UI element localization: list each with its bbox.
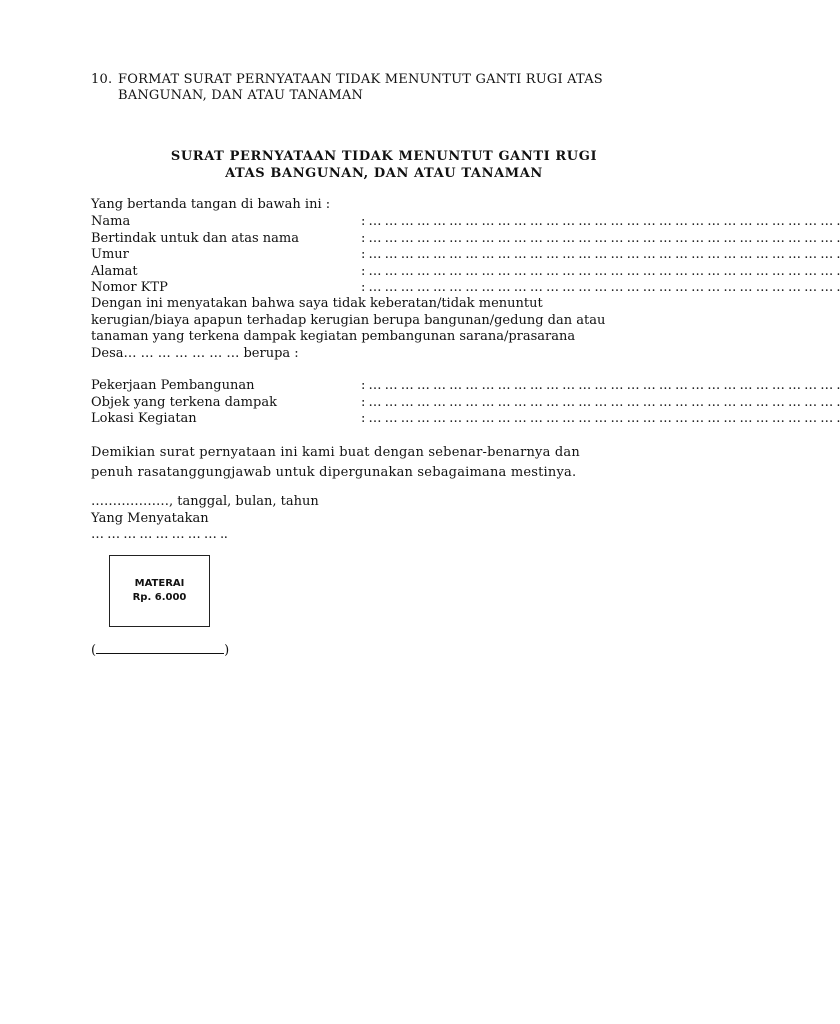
field-blank: : … … … … … … … … … … … … … … … … … … … … … … … … … … … … … . [361,263,840,279]
field-blank: : … … … … … … … … … … … … … … … … … … … … … … … … … … … … … . [361,280,840,295]
signer-label: Yang Menyatakan [91,511,209,526]
materai-stamp-box [109,555,210,627]
document-title-line-1: SURAT PERNYATAAN TIDAK MENUNTUT GANTI RUGI [170,149,598,164]
field-label: Nama [91,214,131,229]
field-blank: : … … … … … … … … … … … … … … … … … … … … … … … … … … … … … . [361,411,840,426]
field-blank: : … … … … … … … … … … … … … … … … … … … … … … … … … … … … … . [361,230,840,246]
signer-dots: … … … … … … … … .. [91,527,228,542]
field-row-nama [91,214,840,231]
statement-line: Dengan ini menyatakan bahwa saya tidak keberatan/tidak menuntut [91,296,543,311]
statement-line: tanaman yang terkena dampak kegiatan pembangunan sarana/prasarana [91,329,576,344]
section-heading-line-1: FORMAT SURAT PERNYATAAN TIDAK MENUNTUT GANTI RUGI ATAS [118,72,603,87]
field-blank: : … … … … … … … … … … … … … … … … … … … … … … … … … … … … … . [361,378,840,393]
stamp-title: MATERAI [134,578,185,589]
document-title-line-2: ATAS BANGUNAN, DAN ATAU TANAMAN [225,166,543,181]
field-row-nomor-ktp [91,280,840,297]
field-label: Objek yang terkena dampak [91,394,277,410]
field-label: Pekerjaan Pembangunan [91,378,255,393]
field-row-alamat [91,263,840,281]
field-label: Bertindak untuk dan atas nama [91,230,299,246]
field-row-lokasi [91,411,840,428]
closing-line: Demikian surat pernyataan ini kami buat dengan sebenar-benarnya dan [91,445,580,460]
signature-line [91,641,229,659]
field-label: Umur [91,247,129,262]
signature-open-paren: ( [91,643,97,658]
statement-line: kerugian/biaya apapun terhadap kerugian berupa bangunan/gedung dan atau [91,312,606,328]
section-heading-line-2: BANGUNAN, DAN ATAU TANAMAN [118,88,364,103]
stamp-value: Rp. 6.000 [132,592,187,603]
signature-close-paren: ) [224,643,230,658]
field-blank: : … … … … … … … … … … … … … … … … … … … … … … … … … … … … … . [361,394,840,410]
signature-blank [96,641,224,654]
project-fields [91,378,840,428]
signer-fields [91,214,840,297]
section-heading [91,72,691,104]
field-blank: : … … … … … … … … … … … … … … … … … … … … … … … … … … … … … . [361,214,840,229]
field-row-pekerjaan [91,378,840,395]
field-blank: : … … … … … … … … … … … … … … … … … … … … … … … … … … … … … . [361,247,840,262]
statement-line: Desa… … … … … … … berupa : [91,345,299,361]
section-number: 10. [91,72,113,87]
statement-paragraph [91,296,679,362]
closing-line: penuh rasatanggungjawab untuk dipergunakan sebagaimana mestinya. [91,465,577,480]
field-row-objek [91,394,840,412]
intro-text: Yang bertanda tangan di bawah ini : [91,197,331,212]
field-row-bertindak [91,230,840,248]
field-label: Lokasi Kegiatan [91,411,197,426]
document-title [90,148,678,182]
field-row-umur [91,247,840,264]
field-label: Nomor KTP [91,280,168,295]
place-date-line: ………………, tanggal, bulan, tahun [91,494,319,509]
closing-paragraph [91,443,679,483]
field-label: Alamat [91,263,138,279]
